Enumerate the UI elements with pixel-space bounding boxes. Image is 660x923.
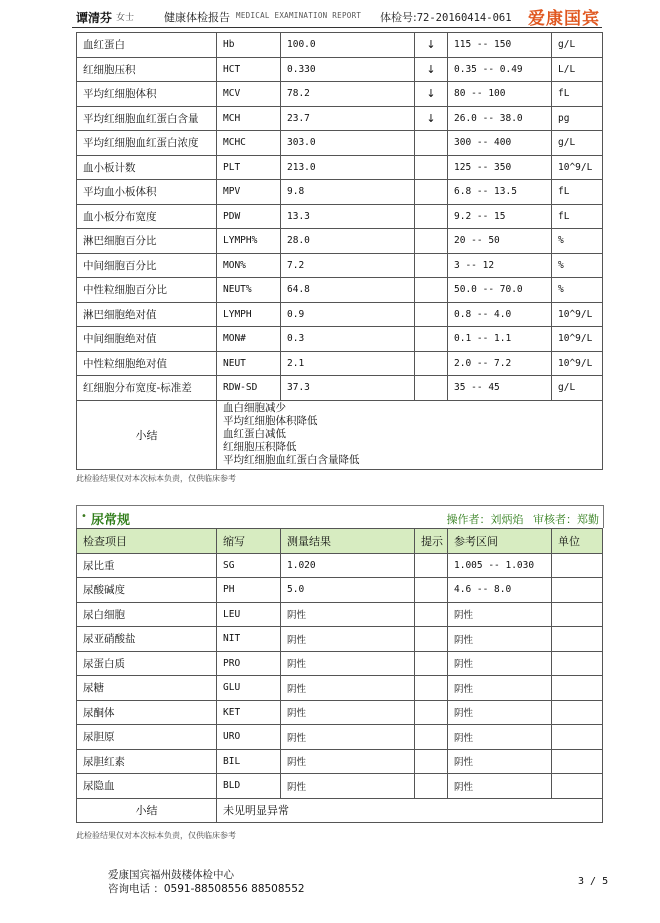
row-reference-range: 3 -- 12 (448, 253, 552, 278)
row-item-name: 平均红细胞血红蛋白含量 (77, 106, 217, 131)
table-row (77, 106, 603, 131)
row-reference-range: 0.1 -- 1.1 (448, 327, 552, 352)
row-result: 13.3 (281, 204, 415, 229)
row-abbreviation: NEUT (217, 351, 281, 376)
table-row (77, 253, 603, 278)
summary-line: 血白细胞减少 (223, 401, 286, 414)
row-abbreviation: PLT (217, 155, 281, 180)
row-result: 64.8 (281, 278, 415, 303)
row-item-name: 血小板计数 (77, 155, 217, 180)
table-row (77, 676, 603, 701)
bullet-icon: • (81, 511, 87, 522)
phone-numbers: 0591-88508556 88508552 (163, 883, 305, 895)
row-result: 303.0 (281, 131, 415, 156)
row-flag (415, 627, 448, 652)
row-reference-range: 阴性 (448, 651, 552, 676)
row-item-name: 尿胆红素 (77, 749, 217, 774)
row-reference-range: 80 -- 100 (448, 82, 552, 107)
header-divider (72, 27, 602, 28)
section-operators (441, 511, 600, 527)
table-row (77, 180, 603, 205)
row-flag (415, 204, 448, 229)
row-item-name: 尿糖 (77, 676, 217, 701)
row-result: 阴性 (281, 602, 415, 627)
row-item-name: 红细胞压积 (77, 57, 217, 82)
section-title: 尿常规 (91, 513, 131, 528)
row-flag (415, 131, 448, 156)
row-flag (415, 578, 448, 603)
exam-label: 体检号: (380, 11, 417, 24)
row-unit: % (552, 253, 603, 278)
row-flag (415, 749, 448, 774)
row-result: 1.020 (281, 553, 415, 578)
row-reference-range: 20 -- 50 (448, 229, 552, 254)
table-row (77, 376, 603, 401)
row-item-name: 尿蛋白质 (77, 651, 217, 676)
row-item-name: 平均红细胞血红蛋白浓度 (77, 131, 217, 156)
exam-number-value: 72-20160414-061 (416, 12, 512, 24)
report-title-en: MEDICAL EXAMINATION REPORT (236, 11, 362, 20)
row-abbreviation: KET (217, 700, 281, 725)
row-result: 2.1 (281, 351, 415, 376)
row-reference-range: 300 -- 400 (448, 131, 552, 156)
operator-name: 刘炳焰 (490, 513, 524, 526)
row-unit (552, 602, 603, 627)
row-flag (415, 651, 448, 676)
row-flag (415, 700, 448, 725)
row-abbreviation: NIT (217, 627, 281, 652)
row-abbreviation: URO (217, 725, 281, 750)
blood-summary-row (77, 400, 603, 469)
table-row (77, 602, 603, 627)
table-row (77, 725, 603, 750)
row-reference-range: 1.005 -- 1.030 (448, 553, 552, 578)
row-unit (552, 627, 603, 652)
row-result: 0.9 (281, 302, 415, 327)
row-abbreviation: HCT (217, 57, 281, 82)
row-result: 0.3 (281, 327, 415, 352)
row-result: 阴性 (281, 627, 415, 652)
row-item-name: 尿亚硝酸盐 (77, 627, 217, 652)
row-reference-range: 9.2 -- 15 (448, 204, 552, 229)
row-abbreviation: BIL (217, 749, 281, 774)
table-row (77, 351, 603, 376)
row-unit: g/L (552, 131, 603, 156)
row-item-name: 中间细胞绝对值 (77, 327, 217, 352)
row-reference-range: 阴性 (448, 602, 552, 627)
row-result: 23.7 (281, 106, 415, 131)
patient-gender: 女士 (116, 13, 135, 23)
row-unit (552, 774, 603, 799)
row-result: 阴性 (281, 725, 415, 750)
row-flag (415, 376, 448, 401)
row-item-name: 红细胞分布宽度-标准差 (77, 376, 217, 401)
row-unit: L/L (552, 57, 603, 82)
column-header: 缩写 (217, 529, 281, 554)
row-reference-range: 35 -- 45 (448, 376, 552, 401)
row-unit: fL (552, 180, 603, 205)
row-flag (415, 553, 448, 578)
row-flag (415, 351, 448, 376)
row-flag: ↓ (415, 82, 448, 107)
row-unit (552, 700, 603, 725)
row-reference-range: 50.0 -- 70.0 (448, 278, 552, 303)
row-item-name: 尿酸碱度 (77, 578, 217, 603)
row-result: 9.8 (281, 180, 415, 205)
row-item-name: 淋巴细胞绝对值 (77, 302, 217, 327)
column-header: 测量结果 (281, 529, 415, 554)
table-row (77, 82, 603, 107)
summary-line: 血红蛋白减低 (223, 427, 286, 440)
summary-label: 小结 (77, 400, 217, 469)
urine-summary-row (77, 798, 603, 823)
row-result: 28.0 (281, 229, 415, 254)
row-unit (552, 725, 603, 750)
phone-line (108, 882, 305, 896)
row-flag (415, 278, 448, 303)
row-reference-range: 阴性 (448, 749, 552, 774)
blood-results-table (76, 32, 603, 470)
row-abbreviation: RDW-SD (217, 376, 281, 401)
operator-label: 操作者： (446, 513, 491, 526)
table-row (77, 131, 603, 156)
row-abbreviation: MPV (217, 180, 281, 205)
row-reference-range: 4.6 -- 8.0 (448, 578, 552, 603)
summary-label: 小结 (77, 798, 217, 823)
row-reference-range: 阴性 (448, 627, 552, 652)
row-unit: 10^9/L (552, 327, 603, 352)
row-reference-range: 2.0 -- 7.2 (448, 351, 552, 376)
row-flag (415, 774, 448, 799)
row-reference-range: 阴性 (448, 700, 552, 725)
row-flag: ↓ (415, 57, 448, 82)
row-unit (552, 553, 603, 578)
row-item-name: 中性粒细胞绝对值 (77, 351, 217, 376)
urine-section-header (76, 505, 604, 528)
row-unit (552, 749, 603, 774)
row-item-name: 中性粒细胞百分比 (77, 278, 217, 303)
row-unit (552, 676, 603, 701)
row-flag (415, 676, 448, 701)
page-number: 3 / 5 (578, 876, 609, 887)
row-reference-range: 125 -- 350 (448, 155, 552, 180)
row-item-name: 中间细胞百分比 (77, 253, 217, 278)
row-abbreviation: MCV (217, 82, 281, 107)
row-item-name: 尿白细胞 (77, 602, 217, 627)
row-item-name: 尿酮体 (77, 700, 217, 725)
row-flag: ↓ (415, 106, 448, 131)
row-abbreviation: PRO (217, 651, 281, 676)
table-row (77, 33, 603, 58)
row-flag (415, 253, 448, 278)
summary-line: 红细胞压积降低 (223, 440, 297, 453)
row-unit: fL (552, 82, 603, 107)
row-item-name: 尿比重 (77, 553, 217, 578)
row-abbreviation: SG (217, 553, 281, 578)
row-abbreviation: Hb (217, 33, 281, 58)
row-result: 阴性 (281, 676, 415, 701)
table-row (77, 204, 603, 229)
table-row (77, 749, 603, 774)
row-abbreviation: MON% (217, 253, 281, 278)
row-flag (415, 725, 448, 750)
row-reference-range: 0.8 -- 4.0 (448, 302, 552, 327)
row-reference-range: 阴性 (448, 774, 552, 799)
row-result: 78.2 (281, 82, 415, 107)
row-result: 阴性 (281, 749, 415, 774)
row-result: 213.0 (281, 155, 415, 180)
phone-label: 咨询电话 ： (108, 883, 164, 895)
row-item-name: 淋巴细胞百分比 (77, 229, 217, 254)
row-item-name: 平均血小板体积 (77, 180, 217, 205)
row-result: 100.0 (281, 33, 415, 58)
footer (108, 868, 305, 896)
table-row (77, 302, 603, 327)
table-row (77, 627, 603, 652)
report-title: 健康体检报告 (164, 11, 230, 24)
row-unit: g/L (552, 33, 603, 58)
row-item-name: 血小板分布宽度 (77, 204, 217, 229)
row-unit: fL (552, 204, 603, 229)
row-item-name: 尿隐血 (77, 774, 217, 799)
row-abbreviation: PDW (217, 204, 281, 229)
table-row (77, 774, 603, 799)
row-flag (415, 180, 448, 205)
column-header-row (77, 529, 603, 554)
row-reference-range: 0.35 -- 0.49 (448, 57, 552, 82)
summary-text (217, 400, 603, 469)
table-row (77, 229, 603, 254)
row-flag: ↓ (415, 33, 448, 58)
row-item-name: 平均红细胞体积 (77, 82, 217, 107)
row-unit: % (552, 278, 603, 303)
row-result: 7.2 (281, 253, 415, 278)
disclaimer-note: 此检验结果仅对本次标本负责，仅供临床参考 (76, 474, 236, 483)
table-row (77, 327, 603, 352)
row-unit (552, 578, 603, 603)
row-result: 阴性 (281, 651, 415, 676)
row-abbreviation: LYMPH% (217, 229, 281, 254)
disclaimer-note: 此检验结果仅对本次标本负责，仅供临床参考 (76, 831, 236, 840)
row-abbreviation: GLU (217, 676, 281, 701)
table-row (77, 651, 603, 676)
row-unit: pg (552, 106, 603, 131)
row-unit: g/L (552, 376, 603, 401)
table-row (77, 155, 603, 180)
patient-name: 谭清芬 (76, 11, 113, 25)
row-item-name: 血红蛋白 (77, 33, 217, 58)
row-result: 阴性 (281, 700, 415, 725)
reviewer-name: 郑勤 (577, 513, 599, 526)
row-abbreviation: LEU (217, 602, 281, 627)
summary-line: 平均红细胞血红蛋白含量降低 (223, 453, 360, 466)
row-abbreviation: MON# (217, 327, 281, 352)
row-abbreviation: NEUT% (217, 278, 281, 303)
row-unit: % (552, 229, 603, 254)
row-abbreviation: BLD (217, 774, 281, 799)
row-flag (415, 302, 448, 327)
table-row (77, 278, 603, 303)
row-unit: 10^9/L (552, 302, 603, 327)
center-name: 爱康国宾福州鼓楼体检中心 (108, 869, 234, 881)
row-flag (415, 229, 448, 254)
urine-results-table (76, 528, 603, 823)
column-header: 参考区间 (448, 529, 552, 554)
table-row (77, 553, 603, 578)
row-flag (415, 155, 448, 180)
column-header: 单位 (552, 529, 603, 554)
column-header: 检查项目 (77, 529, 217, 554)
row-abbreviation: PH (217, 578, 281, 603)
row-reference-range: 115 -- 150 (448, 33, 552, 58)
row-item-name: 尿胆原 (77, 725, 217, 750)
table-row (77, 57, 603, 82)
row-abbreviation: MCHC (217, 131, 281, 156)
row-result: 0.330 (281, 57, 415, 82)
row-reference-range: 26.0 -- 38.0 (448, 106, 552, 131)
row-abbreviation: LYMPH (217, 302, 281, 327)
table-row (77, 578, 603, 603)
row-flag (415, 602, 448, 627)
row-unit: 10^9/L (552, 351, 603, 376)
row-reference-range: 6.8 -- 13.5 (448, 180, 552, 205)
row-abbreviation: MCH (217, 106, 281, 131)
table-row (77, 700, 603, 725)
column-header: 提示 (415, 529, 448, 554)
row-flag (415, 327, 448, 352)
summary-text: 未见明显异常 (217, 798, 603, 823)
summary-line: 平均红细胞体积降低 (223, 414, 318, 427)
reviewer-label: 审核者： (533, 513, 577, 526)
row-unit: 10^9/L (552, 155, 603, 180)
row-reference-range: 阴性 (448, 725, 552, 750)
row-result: 阴性 (281, 774, 415, 799)
row-reference-range: 阴性 (448, 676, 552, 701)
row-result: 5.0 (281, 578, 415, 603)
row-result: 37.3 (281, 376, 415, 401)
exam-number (380, 9, 512, 25)
row-unit (552, 651, 603, 676)
brand-logo: 爱康国宾 (528, 9, 600, 29)
report-header (0, 0, 660, 32)
